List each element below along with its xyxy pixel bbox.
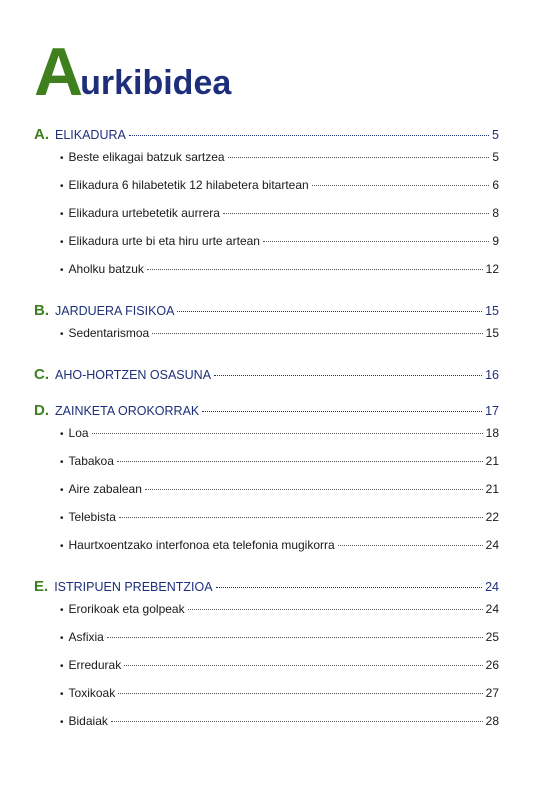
section-title: ZAINKETA OROKORRAK: [55, 404, 200, 418]
section-title: AHO-HORTZEN OSASUNA: [55, 368, 212, 382]
bullet-icon: •: [60, 513, 64, 524]
dot-leader: [202, 411, 482, 412]
bullet-icon: •: [60, 457, 64, 468]
entry-page-number: 21: [485, 482, 499, 496]
toc-entry[interactable]: [34, 178, 499, 206]
entry-title: Toxikoak: [68, 686, 116, 700]
toc-section-1[interactable]: [34, 126, 499, 150]
toc-entry[interactable]: [34, 482, 499, 510]
dot-leader: [118, 693, 482, 694]
entry-title: Elikadura 6 hilabetetik 12 hilabetera bitartean: [68, 178, 309, 192]
section-page-number: 5: [492, 128, 499, 142]
section-page-number: 16: [485, 368, 499, 382]
entry-page-number: 21: [485, 454, 499, 468]
entry-title: Aholku batzuk: [68, 262, 144, 276]
section-title: JARDUERA FISIKOA: [55, 304, 175, 318]
bullet-icon: •: [60, 429, 64, 440]
entry-page-number: 27: [485, 686, 499, 700]
toc-entry[interactable]: [34, 262, 499, 290]
entry-page-number: 9: [492, 234, 499, 248]
section-letter: E.: [34, 578, 49, 595]
dot-leader: [188, 609, 483, 610]
bullet-icon: •: [60, 265, 64, 276]
entry-title: Bidaiak: [68, 714, 108, 728]
toc-entry[interactable]: [34, 714, 499, 742]
entry-title: Asfixia: [68, 630, 104, 644]
entry-page-number: 6: [492, 178, 499, 192]
dot-leader: [312, 185, 490, 186]
entry-title: Aire zabalean: [68, 482, 142, 496]
entry-page-number: 24: [485, 538, 499, 552]
entry-page-number: 15: [485, 326, 499, 340]
section-gap: [34, 290, 499, 302]
dot-leader: [216, 587, 483, 588]
entry-title: Tabakoa: [68, 454, 114, 468]
bullet-icon: •: [60, 485, 64, 496]
section-page-number: 15: [485, 304, 499, 318]
dot-leader: [214, 375, 482, 376]
entry-page-number: 12: [485, 262, 499, 276]
toc-entry[interactable]: [34, 510, 499, 538]
toc-entry[interactable]: [34, 602, 499, 630]
toc-section-5[interactable]: [34, 578, 499, 602]
bullet-icon: •: [60, 237, 64, 248]
toc-entry[interactable]: [34, 150, 499, 178]
dot-leader: [117, 461, 483, 462]
entry-title: Loa: [68, 426, 89, 440]
entry-title: Erredurak: [68, 658, 122, 672]
dot-leader: [228, 157, 490, 158]
bullet-icon: •: [60, 181, 64, 192]
entry-title: Erorikoak eta golpeak: [68, 602, 185, 616]
section-gap: [34, 390, 499, 402]
entry-title: Elikadura urtebetetik aurrera: [68, 206, 220, 220]
dot-leader: [92, 433, 483, 434]
toc-entry[interactable]: [34, 234, 499, 262]
entry-title: Beste elikagai batzuk sartzea: [68, 150, 225, 164]
section-gap: [34, 354, 499, 366]
bullet-icon: •: [60, 633, 64, 644]
section-letter: B.: [34, 302, 49, 319]
section-gap: [34, 566, 499, 578]
entry-page-number: 28: [485, 714, 499, 728]
toc-entry[interactable]: [34, 206, 499, 234]
bullet-icon: •: [60, 541, 64, 552]
section-page-number: 17: [485, 404, 499, 418]
table-of-contents: [34, 126, 499, 742]
dot-leader: [147, 269, 483, 270]
dot-leader: [338, 545, 483, 546]
toc-entry[interactable]: [34, 658, 499, 686]
section-title: ELIKADURA: [55, 128, 126, 142]
dot-leader: [111, 721, 483, 722]
title-rest: urkibidea: [80, 64, 232, 102]
bullet-icon: •: [60, 153, 64, 164]
toc-entry[interactable]: [34, 630, 499, 658]
entry-page-number: 5: [492, 150, 499, 164]
bullet-icon: •: [60, 717, 64, 728]
entry-page-number: 8: [492, 206, 499, 220]
toc-entry[interactable]: [34, 426, 499, 454]
bullet-icon: •: [60, 209, 64, 220]
toc-section-4[interactable]: [34, 402, 499, 426]
page-title: [34, 34, 232, 110]
dot-leader: [177, 311, 482, 312]
dot-leader: [129, 135, 489, 136]
dot-leader: [119, 517, 483, 518]
dot-leader: [107, 637, 483, 638]
section-letter: A.: [34, 126, 49, 143]
entry-title: Elikadura urte bi eta hiru urte artean: [68, 234, 260, 248]
bullet-icon: •: [60, 605, 64, 616]
entry-page-number: 25: [485, 630, 499, 644]
toc-entry[interactable]: [34, 454, 499, 482]
entry-page-number: 26: [485, 658, 499, 672]
entry-page-number: 22: [485, 510, 499, 524]
section-title: ISTRIPUEN PREBENTZIOA: [54, 580, 213, 594]
dot-leader: [263, 241, 489, 242]
dot-leader: [145, 489, 483, 490]
toc-section-2[interactable]: [34, 302, 499, 326]
toc-entry[interactable]: [34, 686, 499, 714]
bullet-icon: •: [60, 661, 64, 672]
section-page-number: 24: [485, 580, 499, 594]
entry-title: Sedentarismoa: [68, 326, 150, 340]
section-letter: C.: [34, 366, 49, 383]
toc-entry[interactable]: [34, 326, 499, 354]
dot-leader: [223, 213, 489, 214]
toc-section-3[interactable]: [34, 366, 499, 390]
entry-page-number: 18: [485, 426, 499, 440]
entry-page-number: 24: [485, 602, 499, 616]
entry-title: Haurtxoentzako interfonoa eta telefonia mugikorra: [68, 538, 335, 552]
dot-leader: [124, 665, 482, 666]
dot-leader: [152, 333, 482, 334]
bullet-icon: •: [60, 329, 64, 340]
bullet-icon: •: [60, 689, 64, 700]
toc-entry[interactable]: [34, 538, 499, 566]
section-letter: D.: [34, 402, 49, 419]
title-initial: A: [34, 34, 83, 110]
entry-title: Telebista: [68, 510, 116, 524]
